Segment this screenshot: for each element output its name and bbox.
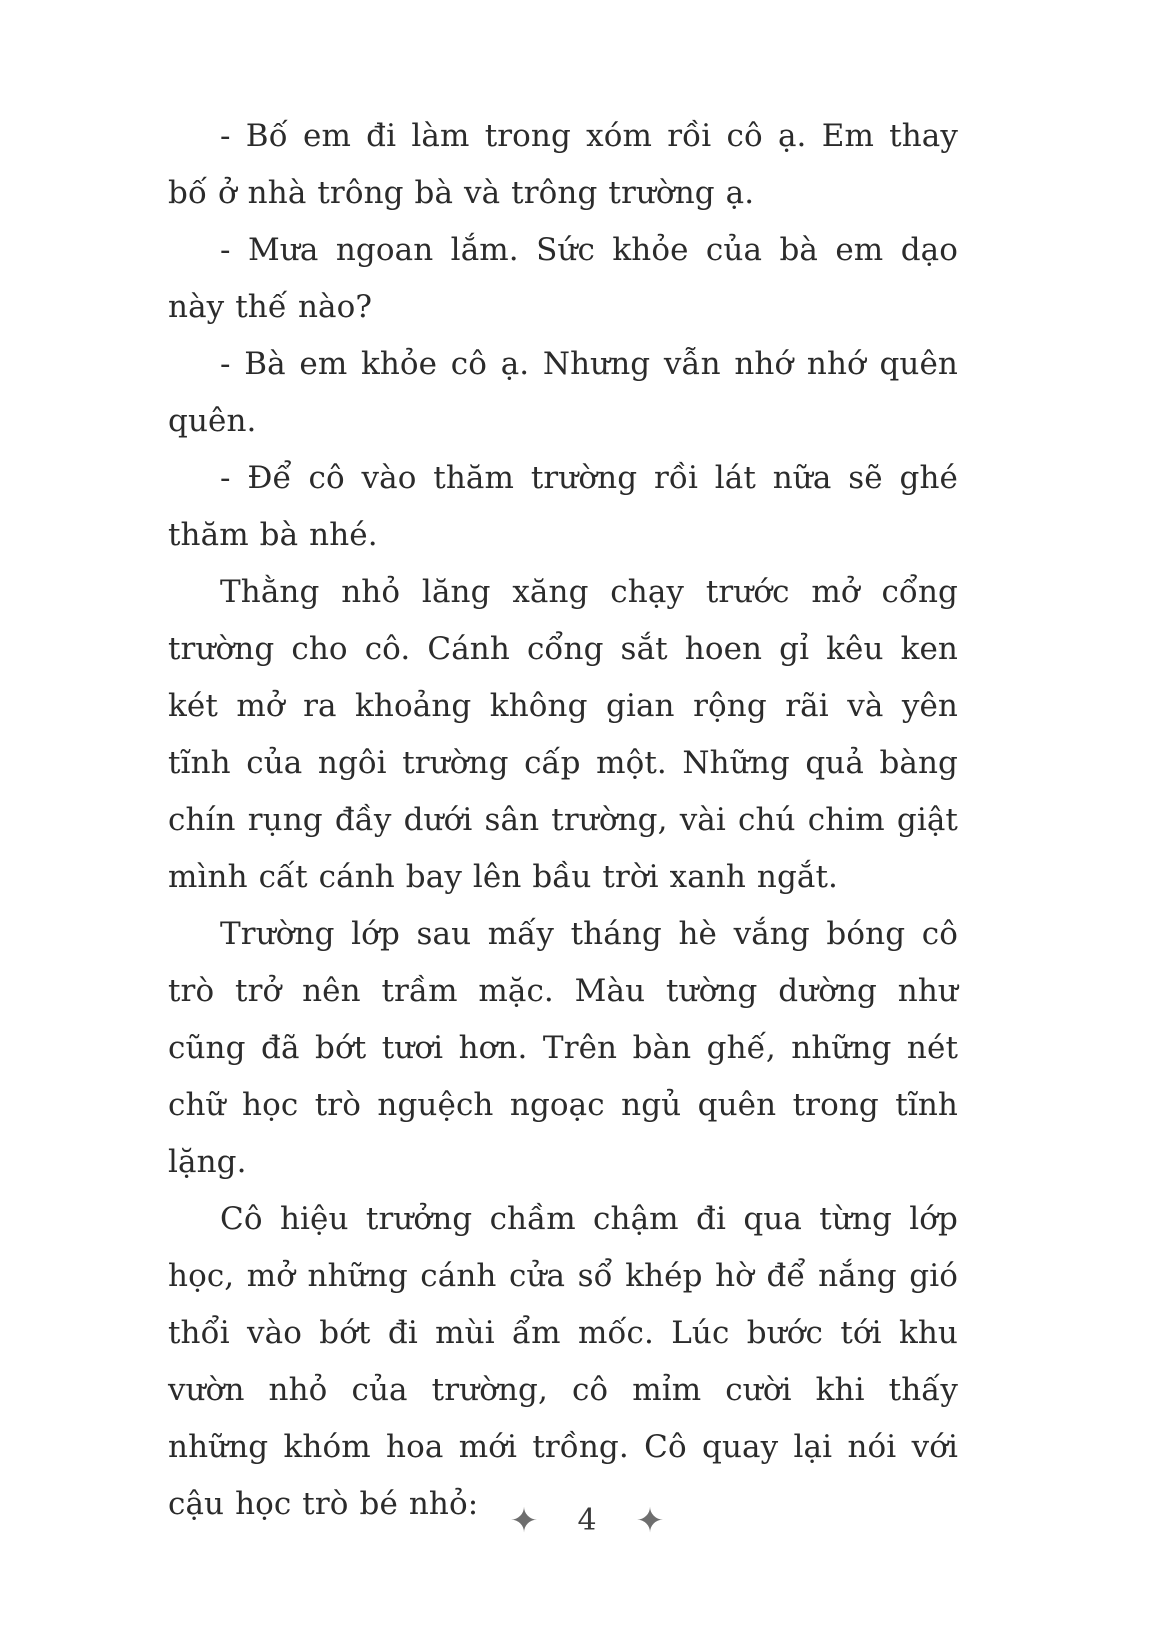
paragraph: Cô hiệu trưởng chầm chậm đi qua từng lớp học, mở những cánh cửa sổ khép hờ để nắng gió thổi vào bớt đi mùi ẩm mốc. Lúc bước tới khu vườn nhỏ của trường, cô mỉm cười khi thấy những khóm hoa mới trồng. Cô quay lại nói với cậu học trò bé nhỏ: [168, 1201, 958, 1522]
paragraph: - Bà em khỏe cô ạ. Nhưng vẫn nhớ nhớ quên quên. [168, 346, 958, 439]
paragraph: - Bố em đi làm trong xóm rồi cô ạ. Em thay bố ở nhà trông bà và trông trường ạ. [168, 118, 958, 211]
page-footer [0, 1500, 1174, 1541]
paragraph: - Để cô vào thăm trường rồi lát nữa sẽ ghé thăm bà nhé. [168, 460, 958, 553]
page-body-text [168, 108, 958, 1533]
paragraph: Thằng nhỏ lăng xăng chạy trước mở cổng trường cho cô. Cánh cổng sắt hoen gỉ kêu ken két mở ra khoảng không gian rộng rãi và yên tĩnh của ngôi trường cấp một. Những quả bàng chín rụng đầy dưới sân trường, vài chú chim giật mình cất cánh bay lên bầu trời xanh ngắt. [168, 574, 958, 895]
paragraph: - Mưa ngoan lắm. Sức khỏe của bà em dạo này thế nào? [168, 232, 958, 325]
paragraph: Trường lớp sau mấy tháng hè vắng bóng cô trò trở nên trầm mặc. Màu tường dường như cũng đã bớt tươi hơn. Trên bàn ghế, những nét chữ học trò nguệch ngoạc ngủ quên trong tĩnh lặng. [168, 916, 958, 1180]
star-icon: ✦ [635, 1500, 665, 1541]
page-number: 4 [577, 1503, 597, 1538]
star-icon: ✦ [509, 1500, 539, 1541]
